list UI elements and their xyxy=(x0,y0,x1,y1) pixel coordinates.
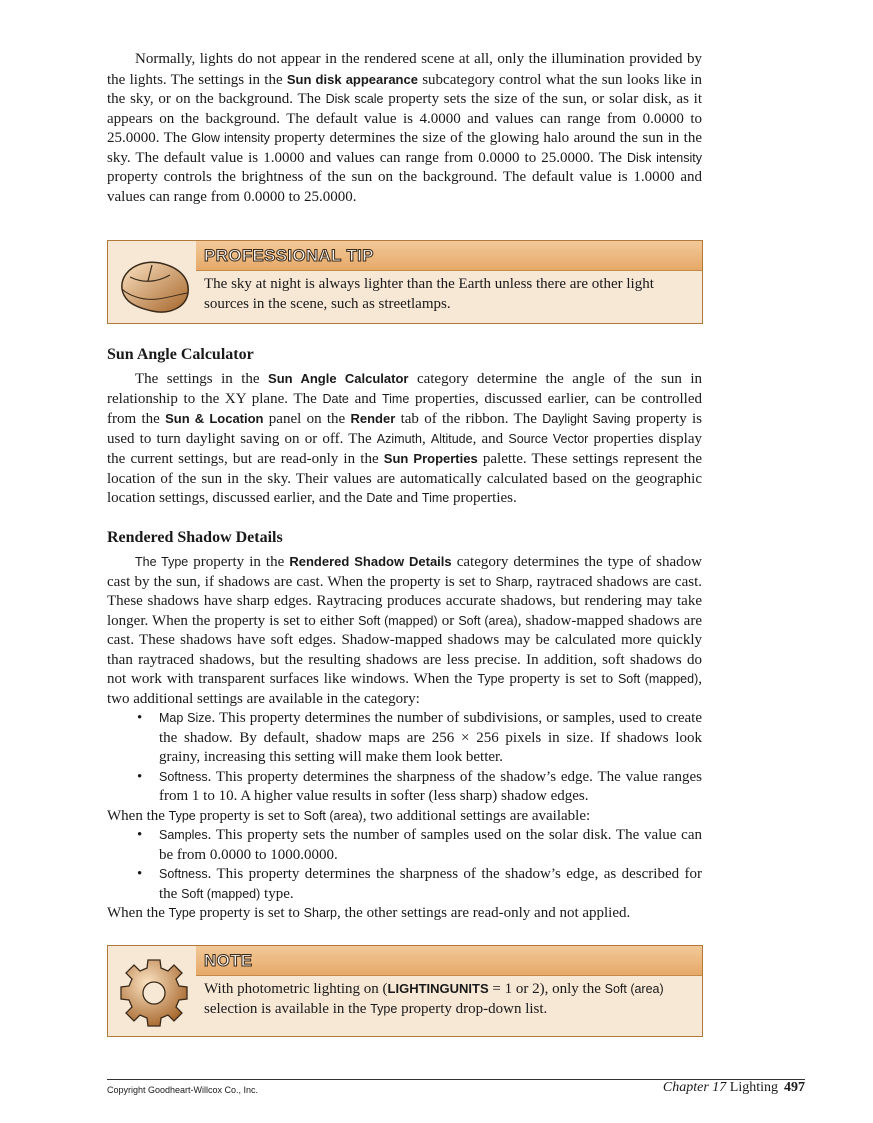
list-item: • Map Size. This property determines the number of subdivisions, or samples, used to create the shadow. By default, shadow maps are 256 × 256 pixels in size. If shadows look grainy, increasing this setting will make them look better. xyxy=(107,709,702,768)
bullet-list-soft-area xyxy=(107,826,702,904)
note-box xyxy=(107,945,703,1037)
note-text: With photometric lighting on (LIGHTINGUNITS = 1 or 2), only the Soft (area) selection is available in the Type property drop-down list. xyxy=(204,981,664,1017)
heading-rendered-shadow-details: Rendered Shadow Details xyxy=(107,529,283,546)
paragraph-sun-angle: The settings in the Sun Angle Calculator category determine the angle of the sun in relationship to the XY plane. The Date and Time properties, discussed earlier, can be controlled from the Sun & Location panel on the Render tab of the ribbon. The Daylight Saving property is used to turn daylight saving on or off. The Azimuth, Altitude, and Source Vector properties display the current settings, but are read-only in the Sun Properties palette. These settings represent the location of the sun in the sky. Their values are automatically calculated based on the geographic location settings, discussed earlier, and the Date and Time properties. xyxy=(107,371,703,506)
tip-text: The sky at night is always lighter than the Earth unless there are other light sources in the scene, such as streetlamps. xyxy=(204,276,654,312)
footer-copyright: Copyright Goodheart-Willcox Co., Inc. xyxy=(107,1085,259,1095)
page-number: 497 xyxy=(784,1080,805,1095)
list-item: • Softness. This property determines the sharpness of the shadow’s edge, as described for the Soft (mapped) type. xyxy=(107,865,702,904)
paragraph-soft-area: When the Type property is set to Soft (area), two additional settings are available: xyxy=(107,807,591,824)
footer-section: Lighting xyxy=(729,1080,778,1095)
paragraph-sharp: When the Type property is set to Sharp, the other settings are read-only and not applied. xyxy=(107,905,631,921)
note-label: NOTE xyxy=(204,951,253,970)
list-item: • Softness. This property determines the sharpness of the shadow’s edge. The value ranges from 1 to 10. A higher value results in softer (less sharp) shadow edges. xyxy=(107,768,702,807)
list-item: • Samples. This property sets the number of samples used on the solar disk. The value can be from 0.0000 to 1000.0000. xyxy=(107,826,702,865)
footer-page-info xyxy=(663,1080,805,1096)
paragraph-sun-disk: Normally, lights do not appear in the rendered scene at all, only the illumination provided by the lights. The settings in the Sun disk appearance subcategory control what the sun looks like in the sky, or on the background. The Disk scale property sets the size of the sun, or solar disk, as it appears on the background. The default value is 4.0000 and values can range from 0.0000 to 25.0000. The Glow intensity property determines the size of the glowing halo around the sun in the sky. The default value is 1.0000 and values can range from 0.0000 to 25.0000. The Disk intensity property controls the brightness of the sun on the background. The default value is 1.0000 and values can range from 0.0000 to 25.0000. xyxy=(107,51,703,205)
computer-mouse-icon xyxy=(112,249,198,326)
bullet-list-soft-mapped xyxy=(107,709,702,807)
gear-icon xyxy=(114,956,194,1035)
heading-sun-angle-calculator: Sun Angle Calculator xyxy=(107,346,254,363)
tip-label: PROFESSIONAL TIP xyxy=(204,246,374,265)
paragraph-shadow-type: The Type property in the Rendered Shadow Details category determines the type of shadow cast by the sun, if shadows are cast. When the property is set to Sharp, raytraced shadows are cast. These shadows have sharp edges. Raytracing produces accurate shadows, but rendering may take longer. When the property is set to either Soft (mapped) or Soft (area), shadow-mapped shadows are cast. These shadows have soft edges. Shadow-mapped shadows may be calculated more quickly than raytraced shadows, but the resulting shadows are less precise. In addition, soft shadows do not work with transparent surfaces like windows. When the Type property is set to Soft (mapped), two additional settings are available in the category: xyxy=(107,554,702,707)
footer-chapter: Chapter 17 xyxy=(662,1080,727,1095)
shadow-section-body xyxy=(107,552,702,924)
professional-tip-box xyxy=(107,240,703,324)
note-header-bar xyxy=(196,946,702,976)
tip-header-bar xyxy=(196,241,702,271)
